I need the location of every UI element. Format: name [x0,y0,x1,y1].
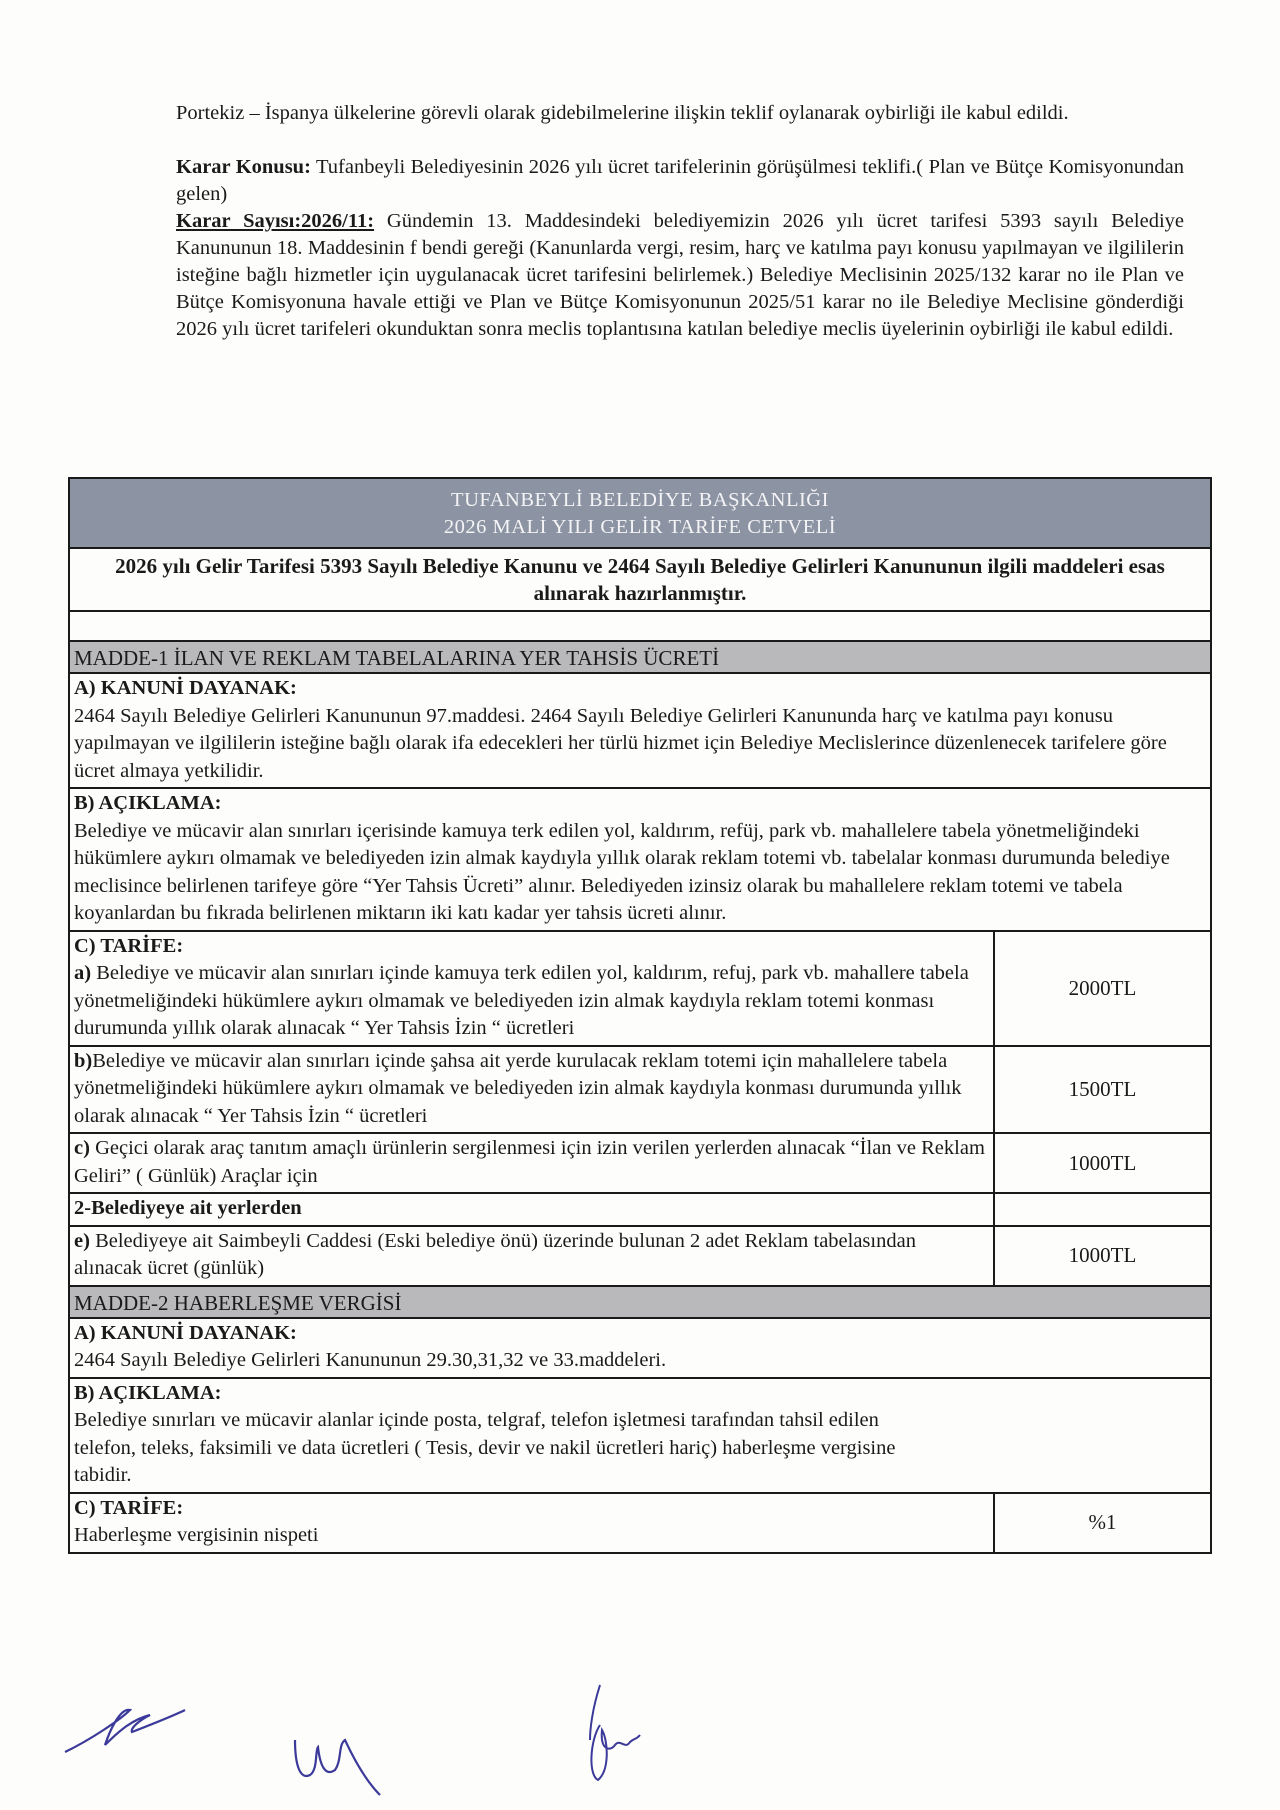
karar-konusu-label: Karar Konusu: [176,156,311,178]
signature-1-icon [60,1690,200,1760]
signature-2-icon [290,1725,410,1805]
table-subtitle: 2026 yılı Gelir Tarifesi 5393 Sayılı Belediye Kanunu ve 2464 Sayılı Belediye Gelirleri Kanununun ilgili maddeleri esas alınarak hazırlanmıştır. [70,549,1210,612]
price-cell: 1000TL [1068,1243,1137,1267]
tariff-row-a: C) TARİFE: a) Belediye ve mücavir alan sınırları içinde kamuya terk edilen yol, kaldırım, refuj, park vb. mahallere tabela yönetmeliğindeki hükümlere aykırı olmamak ve belediyeden izin almak kaydıyla reklam totemi konması durumunda yıllık olarak alınacak “ Yer Tahsis İzin “ ücretleri 2000TL [70,932,1210,1047]
madde-2-kanuni-dayanak: A) KANUNİ DAYANAK: 2464 Sayılı Belediye Gelirleri Kanununun 29.30,31,32 ve 33.maddeleri. [70,1319,1210,1379]
madde-2-aciklama: B) AÇIKLAMA: Belediye sınırları ve mücavir alanlar içinde posta, telgraf, telefon işletmesi tarafından tahsil edilen telefon, teleks, faksimili ve data ücretleri ( Tesis, devir ve nakil ücretleri hariç) haberleşme vergisine tabidir. [70,1379,1210,1494]
previous-decision-paragraph: Portekiz – İspanya ülkelerine görevli olarak gidebilmelerine ilişkin teklif oylanarak oybirliği ile kabul edildi. [176,102,1069,124]
karar-sayisi-label: Karar Sayısı:2026/11: [176,210,375,232]
madde-1-kanuni-dayanak: A) KANUNİ DAYANAK: 2464 Sayılı Belediye Gelirleri Kanununun 97.maddesi. 2464 Sayılı Belediye Gelirleri Kanununda harç ve katılma payı konusu yapılmayan ve ilgililerin isteğine bağlı olarak ifa edecekleri her türlü hizmet için Belediye Meclislerince düzenlenecek tarifelere göre ücret almaya yetkilidir. [70,674,1210,789]
karar-sayisi-paragraph: Karar Sayısı:2026/11: Gündemin 13. Maddesindeki belediyemizin 2026 yılı ücret tarifesi 5393 sayılı Belediye Kanununun 18. Maddesinin f bendi gereği (Kanunlarda vergi, resim, harç ve katılma payı konusu yapılmayan ve ilgililerin isteğine bağlı hizmetler için uygulanacak ücret tarifesini belirlemek.) Belediye Meclisinin 2025/132 karar no ile Plan ve Bütçe Komisyonuna havale ettiği ve Plan ve Bütçe Komisyonunun 2025/51 karar no ile Belediye Meclisine gönderdiği 2026 yılı ücret tarifeleri okunduktan sonra meclis toplantısına katılan belediye meclis üyelerinin oybirliği ile kabul edildi. [176,210,1184,340]
tariff-row-b: b)Belediye ve mücavir alan sınırları içinde şahsa ait yerde kurulacak reklam totemi için mahallelere tabela yönetmeliğindeki hükümlere aykırı olmamak ve belediyeden izin almak kaydıyla konması durumunda yıllık olarak alınacak “ Yer Tahsis İzin “ ücretleri 1500TL [70,1047,1210,1135]
price-cell: 1000TL [1068,1150,1137,1175]
tariff-row-c: c) Geçici olarak araç tanıtım amaçlı ürünlerin sergilenmesi için izin verilen yerlerden alınacak “İlan ve Reklam Geliri” ( Günlük) Araçlar için 1000TL [70,1134,1210,1194]
table-title: TUFANBEYLİ BELEDİYE BAŞKANLIĞI 2026 MALİ YILI GELİR TARİFE CETVELİ [70,479,1210,549]
tariff-row-haberlesme: C) TARİFE: Haberleşme vergisinin nispeti %1 [70,1494,1210,1552]
price-cell: %1 [1088,1510,1117,1534]
empty-row [70,612,1210,642]
madde-1-heading: MADDE-1 İLAN VE REKLAM TABELALARINA YER TAHSİS ÜCRETİ [70,642,1210,674]
tariff-table [68,477,1212,1554]
tariff-row-subheading: 2-Belediyeye ait yerlerden [70,1194,1210,1227]
signature-3-icon [570,1680,660,1790]
decision-text [176,100,1184,343]
karar-konusu-paragraph: Karar Konusu: Tufanbeyli Belediyesinin 2026 yılı ücret tarifelerinin görüşülmesi teklifi.( Plan ve Bütçe Komisyonundan gelen) [176,156,1184,205]
price-cell: 1500TL [1068,1076,1137,1101]
madde-2-heading: MADDE-2 HABERLEŞME VERGİSİ [70,1287,1210,1319]
price-cell: 2000TL [1068,975,1137,1000]
price-cell [995,1194,1210,1225]
madde-1-aciklama: B) AÇIKLAMA: Belediye ve mücavir alan sınırları içerisinde kamuya terk edilen yol, kaldırım, refüj, park vb. mahallelere tabela yönetmeliğindeki hükümlere aykırı olmamak ve belediyeden izin almak kaydıyla yıllık olarak reklam totemi vb. tabelalar konması durumunda belediye meclisince belirlenen tarifeye göre “Yer Tahsis Ücreti” alınır. Belediyeden izinsiz olarak bu mahallelere reklam totemi ve tabela koyanlardan bu fıkrada belirlenen miktarın iki katı kadar yer tahsis ücreti alınır. [70,789,1210,932]
tariff-row-e: e) Belediyeye ait Saimbeyli Caddesi (Eski belediye önü) üzerinde bulunan 2 adet Reklam tabelasından alınacak ücret (günlük) 1000TL [70,1227,1210,1287]
